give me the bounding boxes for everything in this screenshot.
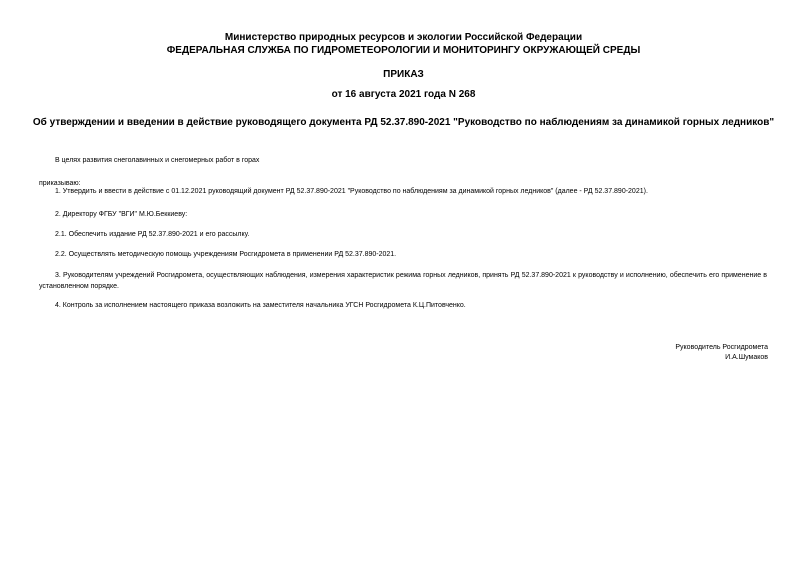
order-word: приказываю: bbox=[39, 180, 81, 187]
document-date-number: от 16 августа 2021 года N 268 bbox=[331, 89, 476, 100]
ministry-heading: Министерство природных ресурсов и экологии Российской Федерации bbox=[224, 32, 583, 43]
order-item-2-1: 2.1. Обеспечить издание РД 52.37.890-2021 и его рассылку. bbox=[55, 231, 250, 238]
document-subject: Об утверждении и введении в действие руководящего документа РД 52.37.890-2021 "Руководство по наблюдениям за динамикой горных ледников" bbox=[32, 117, 775, 128]
order-item-1: 1. Утвердить и ввести в действие с 01.12.2021 руководящий документ РД 52.37.890-2021 "Руководство по наблюдениям за динамикой горных ледников" (далее - РД 52.37.890-2021). bbox=[55, 188, 648, 195]
signatory-name: И.А.Шумаков bbox=[725, 354, 768, 361]
order-item-2-2: 2.2. Осуществлять методическую помощь учреждениям Росгидромета в применении РД 52.37.890-2021. bbox=[55, 251, 397, 258]
order-item-3: 3. Руководителям учреждений Росгидромета, осуществляющих наблюдения, измерения характеристик режима горных ледников, принять РД 52.37.890-2021 к руководству и исполнению, обеспечить его применение в установленном порядке. bbox=[39, 272, 767, 290]
service-heading: ФЕДЕРАЛЬНАЯ СЛУЖБА ПО ГИДРОМЕТЕОРОЛОГИИ И МОНИТОРИНГУ ОКРУЖАЮЩЕЙ СРЕДЫ bbox=[166, 45, 641, 56]
signatory-title: Руководитель Росгидромета bbox=[675, 344, 768, 351]
document-type-heading: ПРИКАЗ bbox=[383, 69, 424, 80]
order-item-2: 2. Директору ФГБУ "ВГИ" М.Ю.Беккиеву: bbox=[55, 211, 188, 218]
order-item-4: 4. Контроль за исполнением настоящего приказа возложить на заместителя начальника УГСН Росгидромета К.Ц.Питовченко. bbox=[55, 302, 466, 309]
intro-paragraph: В целях развития снеголавинных и снегомерных работ в горах bbox=[55, 157, 260, 164]
